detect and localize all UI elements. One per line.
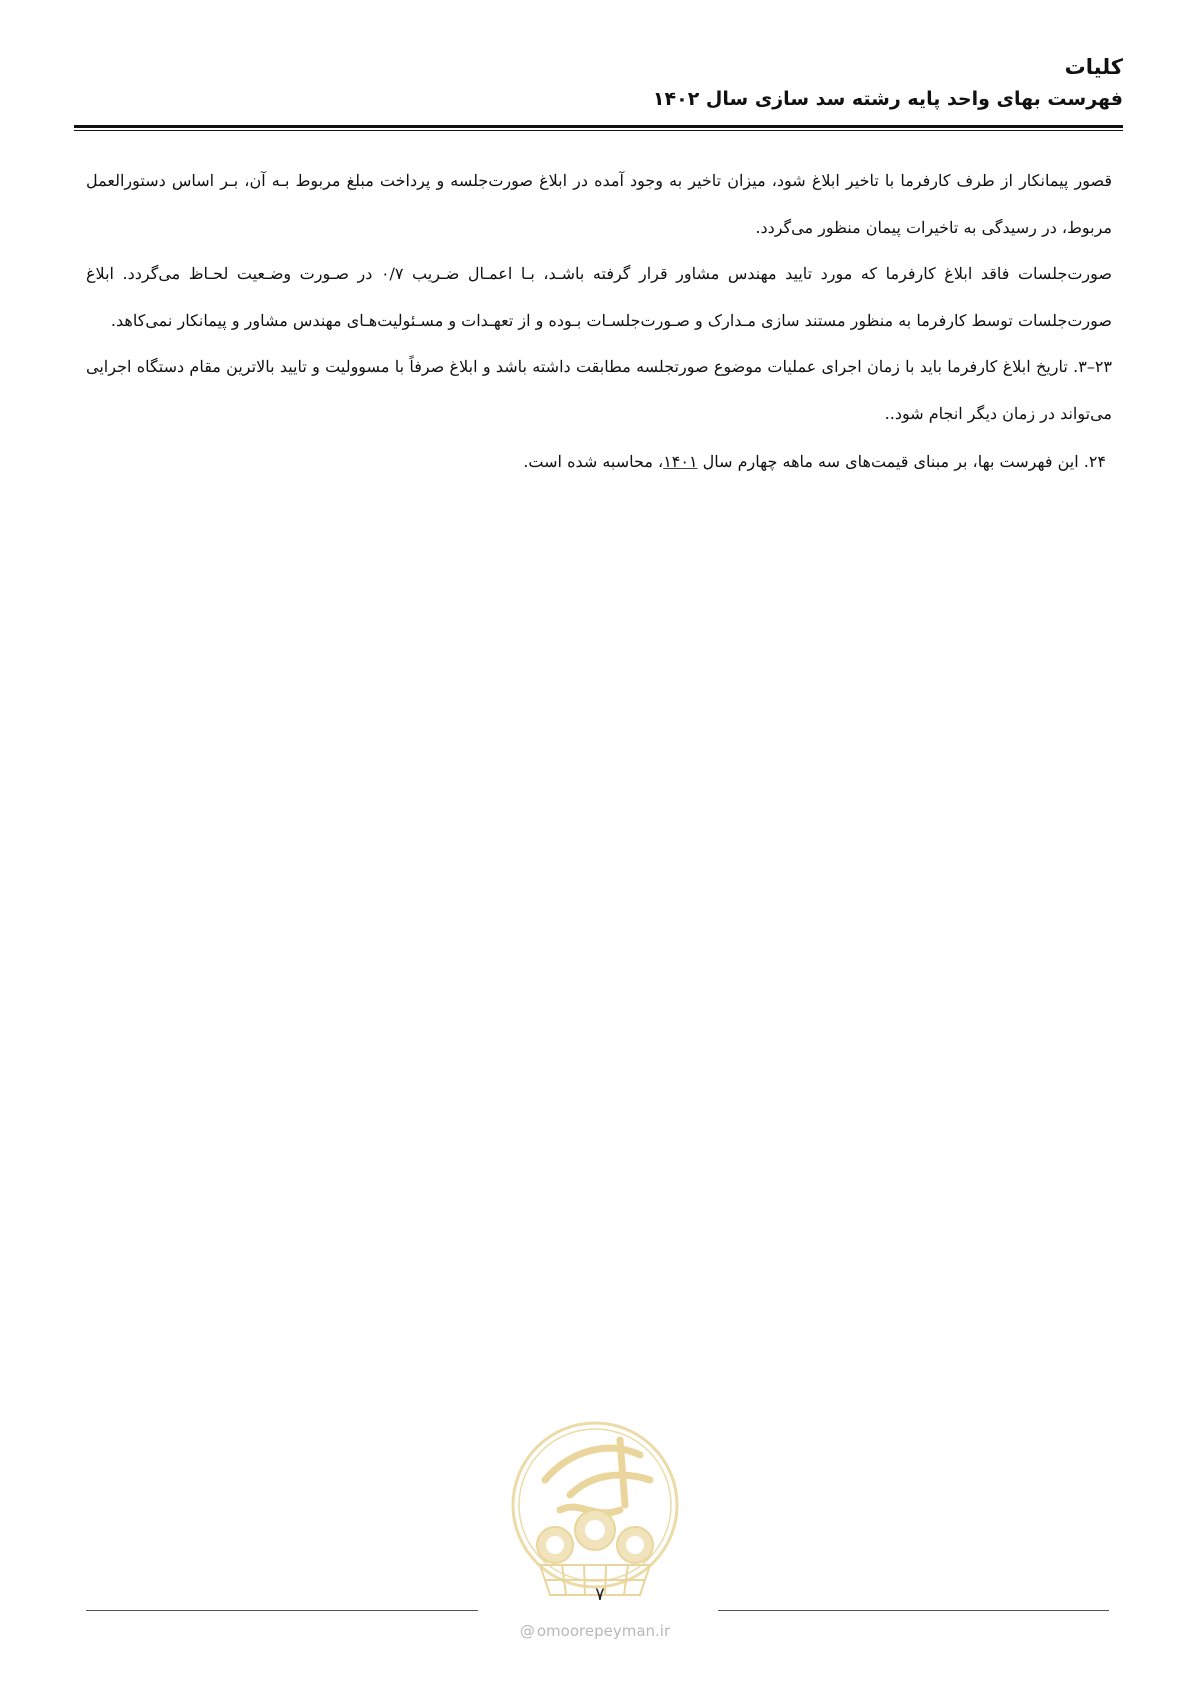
item-24-text-end: ، محاسبه شده است. [523,452,664,471]
paragraph: صورت‌جلسات فاقد ابلاغ کارفرما که مورد تایید مهندس مشاور قرار گرفته باشـد، بـا اعمـال ضـریب ۰/۷ در صـورت وضـعیت لحـاظ می‌گردد. ابلاغ صورت‌جلسات توسط کارفرما به منظور مستند سازی مـدارک و صـورت‌جلسـات بـوده و از تعهـدات و مسـئولیت‌هـای مهندس مشاور و پیمانکار نمی‌کاهد. [86,264,1112,330]
site-credit [495,1622,695,1640]
body-content [86,158,1112,486]
item-24-paragraph [86,439,1112,486]
header-rule-thick [74,125,1123,128]
at-sign-icon: @ [519,1622,535,1640]
header-section-title: کلیات [1064,55,1123,79]
item-24-year: ۱۴۰۱ [663,452,698,471]
footer-rule-left [86,1610,478,1611]
header-document-title: فهرست بهای واحد پایه رشته سد سازی سال ۱۴۰۲ [652,88,1123,110]
header-rule-thin [74,130,1123,131]
page-header [74,50,1123,114]
item-24-text-start: ۲۴. این فهرست بها، بر مبنای قیمت‌های سه ماهه چهارم سال [697,452,1106,471]
footer-rule-right [718,1610,1109,1611]
site-credit-url: omoorepeyman.ir [536,1622,671,1640]
paragraph: ۲۳–۳. تاریخ ابلاغ کارفرما باید با زمان اجرای عملیات موضوع صورتجلسه مطابقت داشته باشد و ابلاغ صرفاً با مسوولیت و تایید بالاترین مقام دستگاه اجرایی می‌تواند در زمان دیگر انجام شود.. [86,357,1112,423]
paragraph: قصور پیمانکار از طرف کارفرما با تاخیر ابلاغ شود، میزان تاخیر به وجود آمده در ابلاغ صورت‌جلسه و پرداخت مبلغ مربوط بـه آن، بـر اساس دستورالعمل مربوط، در رسیدگی به تاخیرات پیمان منظور می‌گردد. [86,171,1112,237]
page-number: ۷ [595,1584,605,1605]
